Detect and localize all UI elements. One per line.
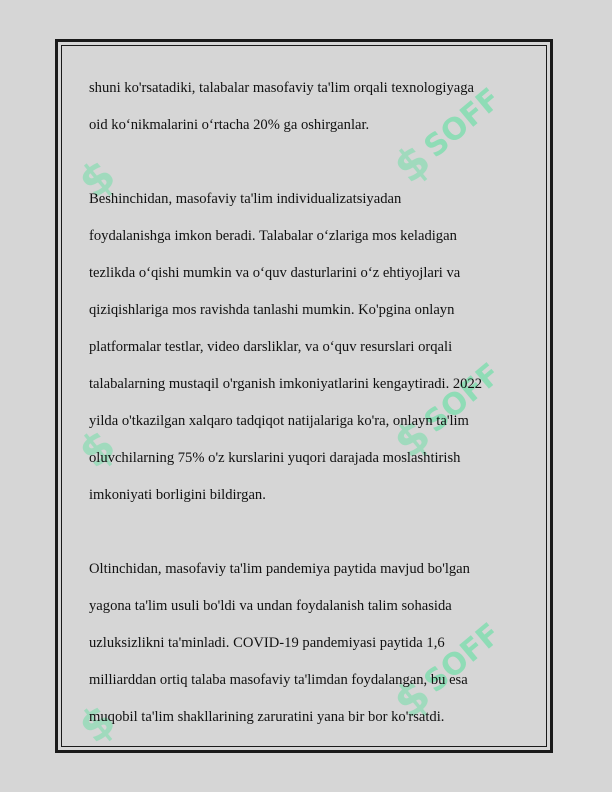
paragraph-gap [89,144,529,181]
text-line: qiziqishlariga mos ravishda tanlashi mumkin. Ko'pgina onlayn [89,302,455,318]
svg-text:SOFF: SOFF [417,356,508,440]
text-line: shuni ko'rsatadiki, talabalar masofaviy ta'lim orqali texnologiyaga [89,80,474,96]
text-line: milliarddan ortiq talaba masofaviy ta'limdan foydalangan, bu esa [89,672,468,688]
text-line: foydalanishga imkon beradi. Talabalar o‘zlariga mos keladigan [89,228,457,244]
text-line: uzluksizlikni ta'minladi. COVID-19 pandemiyasi paytida 1,6 [89,635,445,651]
watermark-mark: $ [69,149,126,209]
text-line: imkoniyati borligini bildirgan. [89,487,266,503]
svg-text:$: $ [69,419,126,479]
svg-text:$: $ [69,694,126,754]
text-line: yilda o'tkazilgan xalqaro tadqiqot natijalariga ko'ra, onlayn ta'lim [89,413,469,429]
watermark-text: SOFF [417,81,508,165]
svg-text:$: $ [384,134,441,194]
text-line: yagona ta'lim usuli bo'ldi va undan foydalanish talim sohasida [89,598,452,614]
svg-text:$: $ [384,669,441,729]
text-line: Beshinchidan, masofaviy ta'lim individualizatsiyadan [89,191,402,207]
paragraph [89,70,529,144]
text-line: oluvchilarning 75% o'z kurslarini yuqori darajada moslashtirish [89,450,461,466]
paragraph [89,181,529,514]
text-line: tezlikda o‘qishi mumkin va o‘quv dasturlarini o‘z ehtiyojlari va [89,265,461,281]
paragraph-gap [89,514,529,551]
paragraph [89,551,529,736]
text-line: talabalarning mustaqil o'rganish imkoniyatlarini kengaytiradi. 2022 [89,376,483,392]
text-line: muqobil ta'lim shakllarining zaruratini yana bir bor ko'rsatdi. [89,709,445,725]
svg-text:SOFF: SOFF [417,616,508,700]
svg-text:$: $ [384,409,441,469]
text-line: platformalar testlar, video darsliklar, va o‘quv resurslari orqali [89,339,453,355]
text-line: oid ko‘nikmalarini o‘rtacha 20% ga oshirganlar. [89,117,370,133]
text-line: Oltinchidan, masofaviy ta'lim pandemiya paytida mavjud bo'lgan [89,561,470,577]
document-body [89,70,529,736]
